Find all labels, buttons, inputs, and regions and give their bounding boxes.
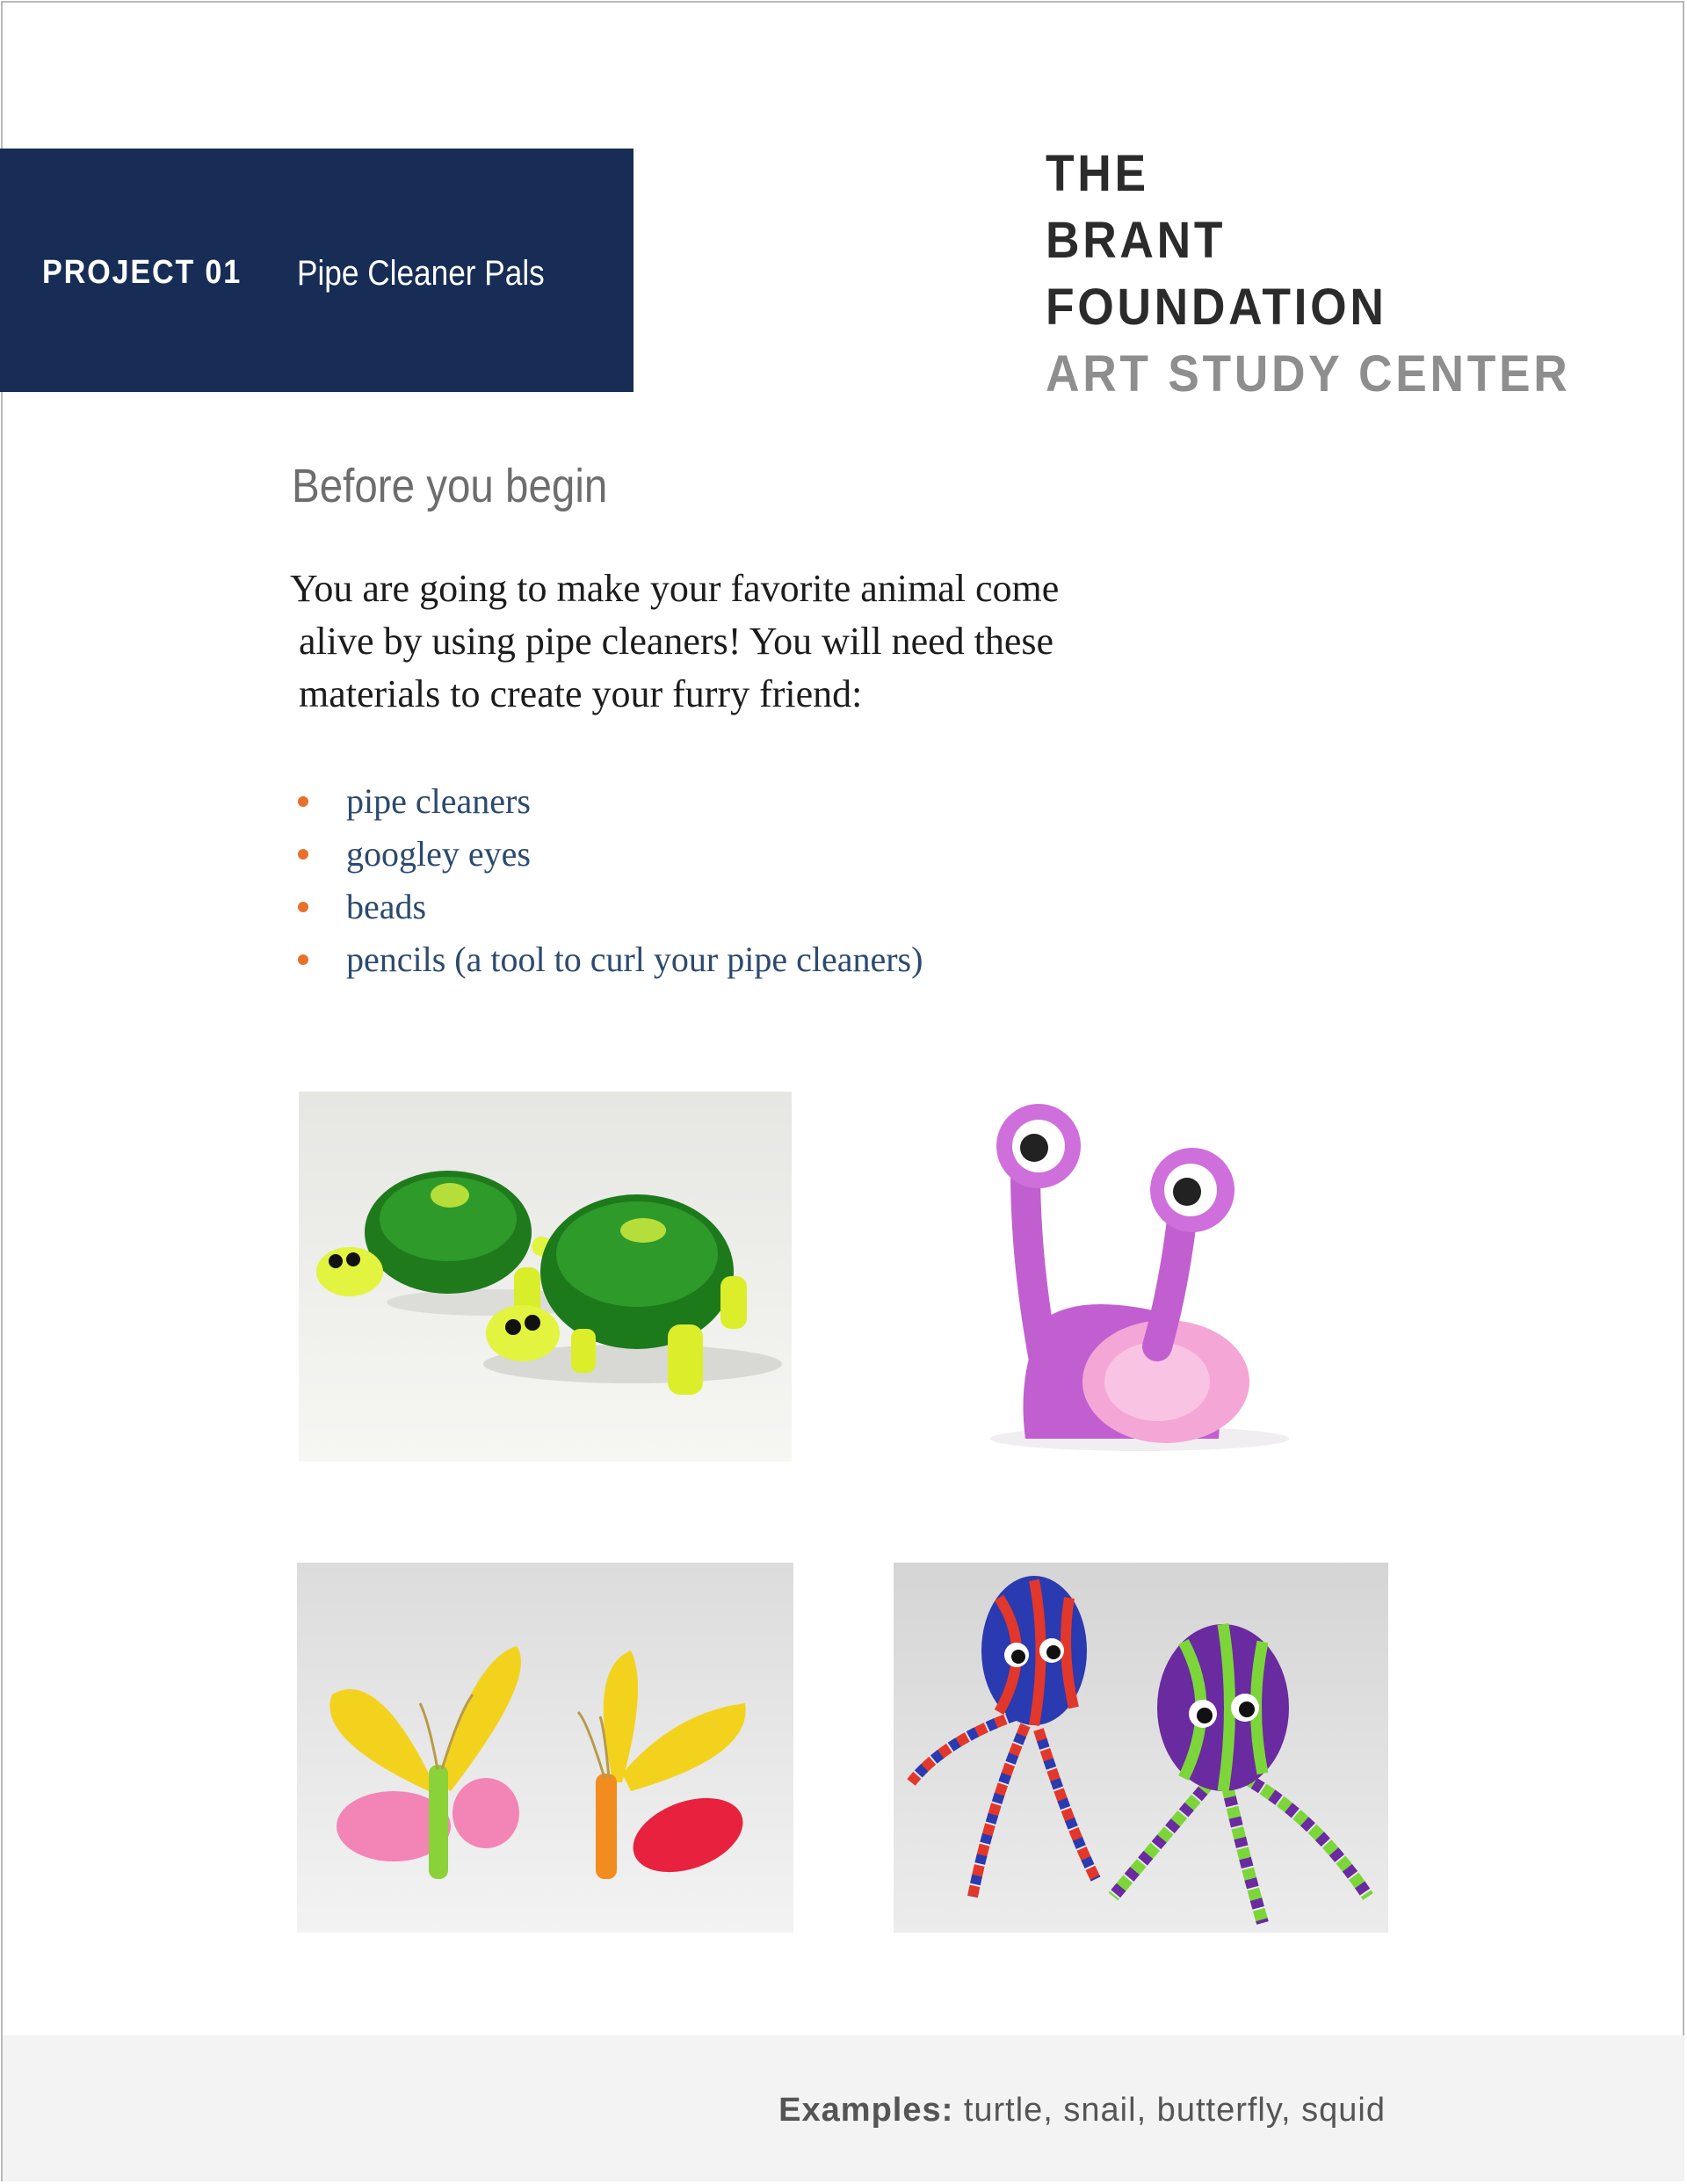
project-title: Pipe Cleaner Pals <box>297 254 545 293</box>
squid-photo <box>894 1563 1388 1933</box>
list-item <box>294 933 923 986</box>
examples-caption <box>778 2092 1386 2130</box>
snail-photo <box>894 1092 1388 1462</box>
footer <box>3 2035 1684 2181</box>
list-item <box>294 775 923 828</box>
materials-list <box>294 775 923 986</box>
material-label: googley eyes <box>346 834 531 874</box>
examples-label: Examples: <box>778 2092 954 2129</box>
section-heading: Before you begin <box>292 460 608 512</box>
project-banner <box>0 149 634 392</box>
bullet-icon <box>298 849 308 860</box>
material-label: beads <box>346 887 427 926</box>
project-label: PROJECT 01 <box>42 254 243 291</box>
examples-text: turtle, snail, butterfly, squid <box>953 2092 1386 2129</box>
bullet-icon <box>298 796 308 807</box>
intro-line: alive by using pipe cleaners! You will need these <box>299 620 1054 663</box>
logo-line-brant: BRANT <box>1046 212 1227 269</box>
bullet-icon <box>298 954 308 965</box>
list-item <box>294 881 923 933</box>
intro-line: You are going to make your favorite animal come <box>290 567 1060 610</box>
bullet-icon <box>298 902 308 912</box>
logo-line-the: THE <box>1046 145 1149 202</box>
material-label: pipe cleaners <box>346 781 531 821</box>
logo-line-art-study-center: ART STUDY CENTER <box>1046 345 1571 403</box>
material-label: pencils (a tool to curl your pipe cleaners) <box>346 940 923 979</box>
logo-line-foundation: FOUNDATION <box>1046 279 1387 336</box>
brant-foundation-logo <box>1046 141 1570 408</box>
list-item <box>294 828 923 881</box>
intro-paragraph <box>290 562 1169 721</box>
butterfly-photo <box>297 1563 793 1933</box>
intro-line: materials to create your furry friend: <box>299 672 863 715</box>
turtle-photo <box>299 1092 792 1462</box>
